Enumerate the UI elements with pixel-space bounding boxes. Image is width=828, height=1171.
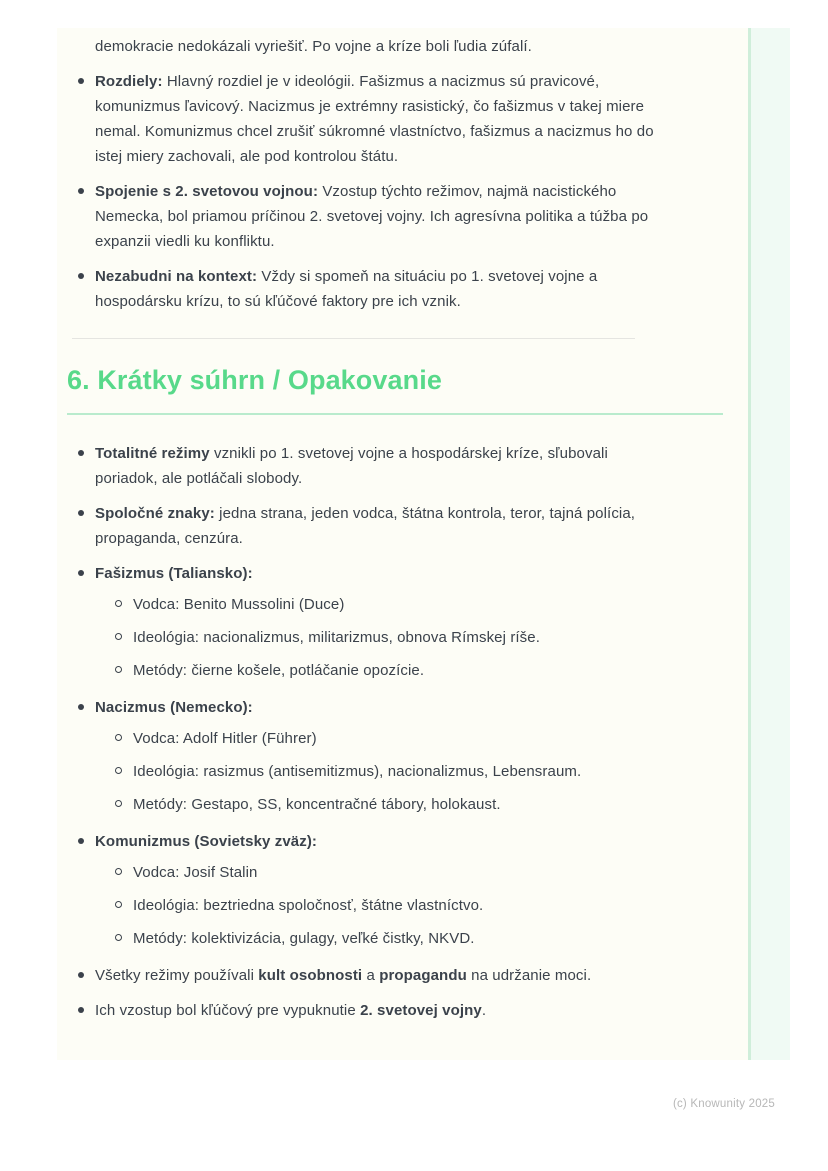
text-segment: . xyxy=(481,1002,487,1019)
bullet-lead: Spoločné znaky: xyxy=(95,505,215,522)
bullet-body: vznikli po 1. svetovej vojne a hospodárskej kríze, sľubovali poriadok, ale potláčali slobody. xyxy=(95,445,608,487)
text-segment: a xyxy=(362,967,380,984)
text-segment-bold: kult osobnosti xyxy=(258,967,363,984)
footer-copyright: (c) Knowunity 2025 xyxy=(672,1098,775,1110)
sub-list-item: Vodca: Benito Mussolini (Duce) xyxy=(133,592,655,617)
regime-sub-list xyxy=(95,726,655,817)
intro-list xyxy=(67,69,655,314)
summary-list xyxy=(67,441,655,1023)
list-item xyxy=(95,264,655,314)
closing-item xyxy=(95,963,655,988)
bullet-lead: Nezabudni na kontext: xyxy=(95,268,258,285)
closing-item xyxy=(95,998,655,1023)
regime-title: Nacizmus (Nemecko): xyxy=(95,699,253,716)
list-item xyxy=(95,501,655,551)
regime-block-nacizmus xyxy=(95,695,655,817)
text-segment-bold: 2. svetovej vojny xyxy=(360,1002,482,1019)
regime-sub-list xyxy=(95,860,655,951)
page-right-edge-accent xyxy=(748,28,790,1060)
bullet-lead: Totalitné režimy xyxy=(95,445,210,462)
sub-list-item: Ideológia: nacionalizmus, militarizmus, obnova Rímskej ríše. xyxy=(133,625,655,650)
bullet-body: Vždy si spomeň na situáciu po 1. svetovej vojne a hospodársku krízu, to sú kľúčové faktory pre ich vznik. xyxy=(95,268,598,310)
sub-list-item: Vodca: Josif Stalin xyxy=(133,860,655,885)
page-content xyxy=(57,28,723,1033)
regime-block-fasizmus xyxy=(95,561,655,683)
text-segment: Všetky režimy používali xyxy=(95,967,259,984)
sub-list-item: Ideológia: rasizmus (antisemitizmus), nacionalizmus, Lebensraum. xyxy=(133,759,655,784)
regime-title: Komunizmus (Sovietsky zväz): xyxy=(95,833,318,850)
list-item xyxy=(95,441,655,491)
list-item xyxy=(95,69,655,169)
bullet-lead: Rozdiely: xyxy=(95,73,163,90)
text-segment-bold: propagandu xyxy=(379,967,467,984)
sub-list-item: Metódy: Gestapo, SS, koncentračné tábory, holokaust. xyxy=(133,792,655,817)
section-heading: 6. Krátky súhrn / Opakovanie xyxy=(67,363,723,415)
bullet-lead: Spojenie s 2. svetovou vojnou: xyxy=(95,183,319,200)
sub-list-item: Metódy: čierne košele, potláčanie opozície. xyxy=(133,658,655,683)
regime-block-komunizmus xyxy=(95,829,655,951)
text-segment: Ich vzostup bol kľúčový pre vypuknutie xyxy=(95,1002,361,1019)
sub-list-item: Vodca: Adolf Hitler (Führer) xyxy=(133,726,655,751)
bullet-body: Vzostup týchto režimov, najmä nacistického Nemecka, bol priamou príčinou 2. svetovej vojny. Ich agresívna politika a túžba po expanzii viedli ku konfliktu. xyxy=(95,183,649,250)
document-page xyxy=(57,28,790,1060)
bullet-body: Hlavný rozdiel je v ideológii. Fašizmus a nacizmus sú pravicové, komunizmus ľavicový. Nacizmus je extrémny rasistický, čo fašizmus v takej miere nemal. Komunizmus chcel zrušiť súkromné vlastníctvo, fašizmus a nacizmus ho do istej miery zachovali, ale pod kontrolou štátu. xyxy=(95,73,654,165)
list-item xyxy=(95,179,655,254)
regime-title: Fašizmus (Taliansko): xyxy=(95,565,253,582)
sub-list-item: Metódy: kolektivizácia, gulagy, veľké čistky, NKVD. xyxy=(133,926,655,951)
continuation-text: demokracie nedokázali vyriešiť. Po vojne a kríze boli ľudia zúfalí. xyxy=(95,38,532,55)
section-divider xyxy=(72,338,635,339)
text-segment: na udržanie moci. xyxy=(466,967,592,984)
bullet-body: jedna strana, jeden vodca, štátna kontrola, teror, tajná polícia, propaganda, cenzúra. xyxy=(95,505,636,547)
regime-sub-list xyxy=(95,592,655,683)
sub-list-item: Ideológia: beztriedna spoločnosť, štátne vlastníctvo. xyxy=(133,893,655,918)
